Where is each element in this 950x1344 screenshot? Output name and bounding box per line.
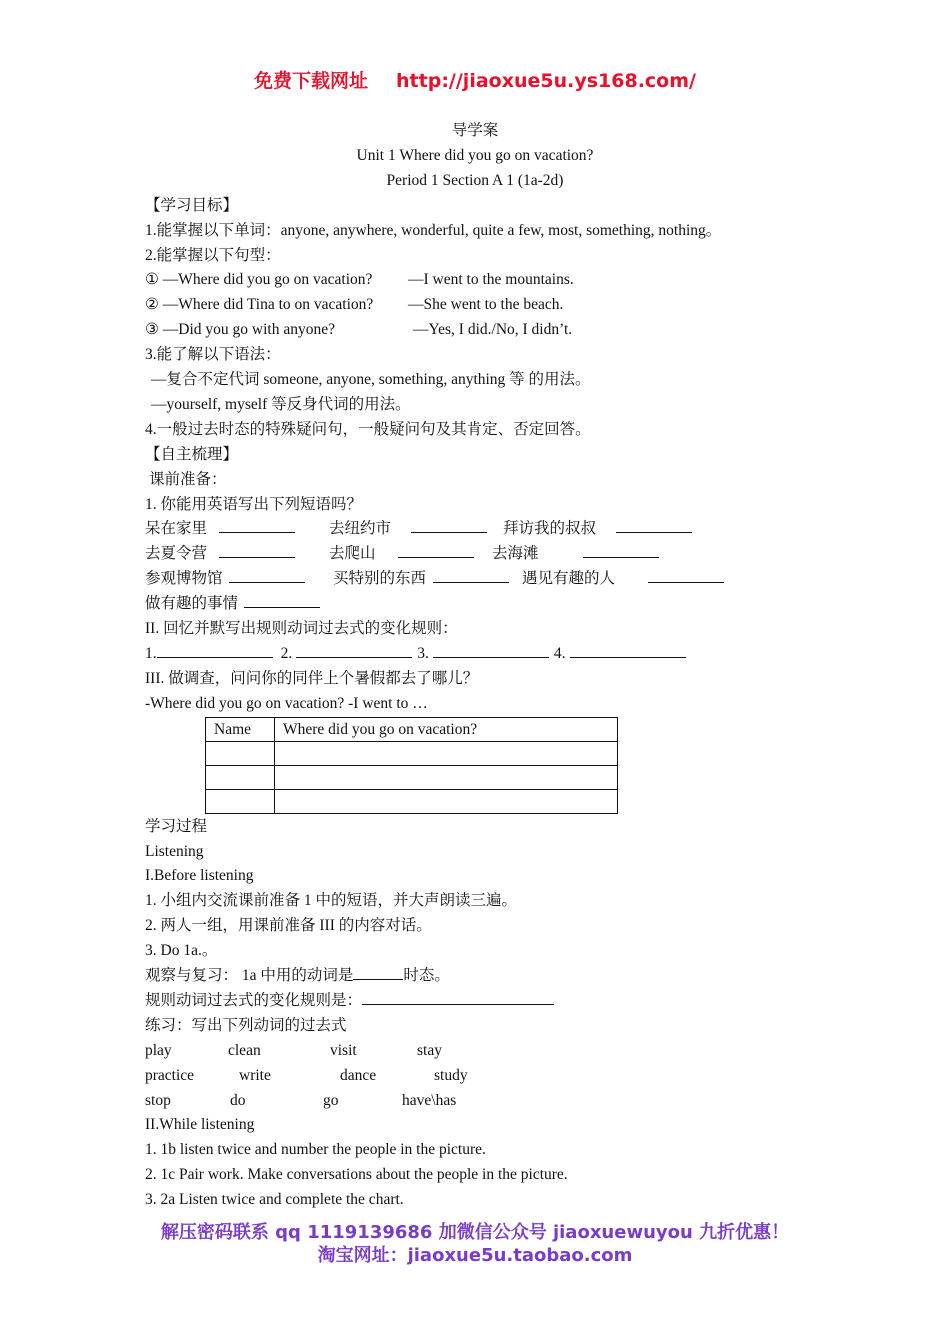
header-where: Where did you go on vacation? [275, 717, 618, 741]
survey-table [205, 717, 618, 814]
goal-vocabulary: 1.能掌握以下单词：anyone, anywhere, wonderful, quite a few, most, something, nothing。 [145, 221, 722, 239]
table-cell[interactable] [206, 765, 275, 789]
before-step-2: 2. 两人一组，用课前准备 III 的内容对话。 [145, 917, 432, 935]
goal-sentences: 2.能掌握以下句型： [145, 246, 281, 264]
answer-blank[interactable] [296, 642, 412, 658]
grammar-point-1: —复合不定代词 someone, anyone, something, anything 等 的用法。 [151, 371, 591, 388]
answer-blank[interactable] [411, 517, 487, 533]
banner-url-link[interactable]: http://jiaoxue5u.ys168.com/ [396, 70, 696, 92]
answer-blank[interactable] [648, 567, 724, 583]
listening-label: Listening [145, 842, 204, 860]
unit-title: Unit 1 Where did you go on vacation? [356, 146, 594, 164]
before-step-1: 1. 小组内交流课前准备 1 中的短语，并大声朗读三遍。 [145, 892, 518, 910]
footer-promo-line: 解压密码联系 qq 1119139686 加微信公众号 jiaoxuewuyou 九折优惠！ [160, 1222, 790, 1243]
answer-blank[interactable] [570, 642, 686, 658]
while-step-3: 3. 2a Listen twice and complete the chart. [145, 1191, 404, 1209]
rules-blanks-row: 1. 2. 3. 4. [145, 642, 825, 667]
answer-blank[interactable] [244, 592, 320, 608]
table-cell[interactable] [206, 789, 275, 813]
goals-heading: 【学习目标】 [145, 196, 239, 214]
answer-blank[interactable] [229, 567, 305, 583]
answer-blank[interactable] [219, 517, 295, 533]
table-row [206, 789, 618, 813]
worksheet-body [145, 119, 825, 1213]
sentence-pair-1: ① —Where did you go on vacation? —I went to the mountains. [145, 271, 574, 289]
answer-blank[interactable] [433, 642, 549, 658]
table-cell[interactable] [275, 765, 618, 789]
answer-blank[interactable] [583, 542, 659, 558]
period-title: Period 1 Section A 1 (1a-2d) [386, 171, 564, 189]
observe-line: 观察与复习： 1a 中用的动词是 时态。 [145, 964, 825, 989]
footer-shop-link[interactable]: 淘宝网址：jiaoxue5u.taobao.com [317, 1245, 633, 1266]
answer-blank[interactable] [219, 542, 295, 558]
header-name: Name [206, 717, 275, 741]
download-banner [0, 66, 950, 93]
goal-past-tense: 4.一般过去时态的特殊疑问句，一般疑问句及其肯定、否定回答。 [145, 420, 591, 438]
phrase-question: 1. 你能用英语写出下列短语吗？ [145, 495, 363, 513]
process-heading: 学习过程 [145, 817, 208, 835]
answer-blank[interactable] [398, 542, 474, 558]
rules-question: II. 回忆并默写出规则动词过去式的变化规则： [145, 620, 458, 637]
phrase-row-4: 做有趣的事情 [145, 592, 825, 617]
table-cell[interactable] [206, 741, 275, 765]
before-step-3: 3. Do 1a.。 [145, 942, 218, 960]
goal-grammar: 3.能了解以下语法： [145, 346, 281, 364]
phrase-row-2: 去夏令营 去爬山 去海滩 [145, 542, 825, 567]
while-step-2: 2. 1c Pair work. Make conversations about the people in the picture. [145, 1166, 568, 1184]
table-cell[interactable] [275, 741, 618, 765]
banner-label: 免费下载网址 [254, 70, 369, 92]
table-row [206, 741, 618, 765]
verb-row-1: play clean visit stay [145, 1041, 442, 1059]
while-step-1: 1. 1b listen twice and number the people in the picture. [145, 1141, 486, 1159]
survey-question: III. 做调查，问问你的同伴上个暑假都去了哪儿？ [145, 669, 479, 687]
while-listening-heading: II.While listening [145, 1116, 255, 1134]
grammar-point-2: —yourself, myself 等反身代词的用法。 [151, 395, 411, 413]
verb-row-2: practice write dance study [145, 1066, 468, 1084]
phrase-row-3: 参观博物馆 买特别的东西 遇见有趣的人 [145, 567, 825, 592]
sentence-pair-3: ③ —Did you go with anyone? —Yes, I did./No, I didn’t. [145, 321, 573, 339]
rule-line: 规则动词过去式的变化规则是： [145, 989, 825, 1014]
prep-label: 课前准备： [149, 470, 227, 488]
answer-blank[interactable] [362, 989, 554, 1005]
table-row [206, 765, 618, 789]
practice-instruction: 练习：写出下列动词的过去式 [145, 1016, 347, 1034]
answer-blank[interactable] [157, 642, 273, 658]
self-study-heading: 【自主梳理】 [145, 445, 239, 463]
verb-row-3: stop do go have\has [145, 1091, 457, 1109]
answer-blank[interactable] [353, 964, 403, 980]
phrase-row-1: 呆在家里 去纽约市 拜访我的叔叔 [145, 517, 825, 542]
table-cell[interactable] [275, 789, 618, 813]
table-header-row [206, 717, 618, 741]
answer-blank[interactable] [433, 567, 509, 583]
doc-type-title: 导学案 [451, 122, 499, 139]
survey-dialog: -Where did you go on vacation? -I went to … [145, 694, 428, 712]
answer-blank[interactable] [616, 517, 692, 533]
sentence-pair-2: ② —Where did Tina to on vacation? —She went to the beach. [145, 296, 564, 314]
before-listening-heading: I.Before listening [145, 867, 254, 885]
